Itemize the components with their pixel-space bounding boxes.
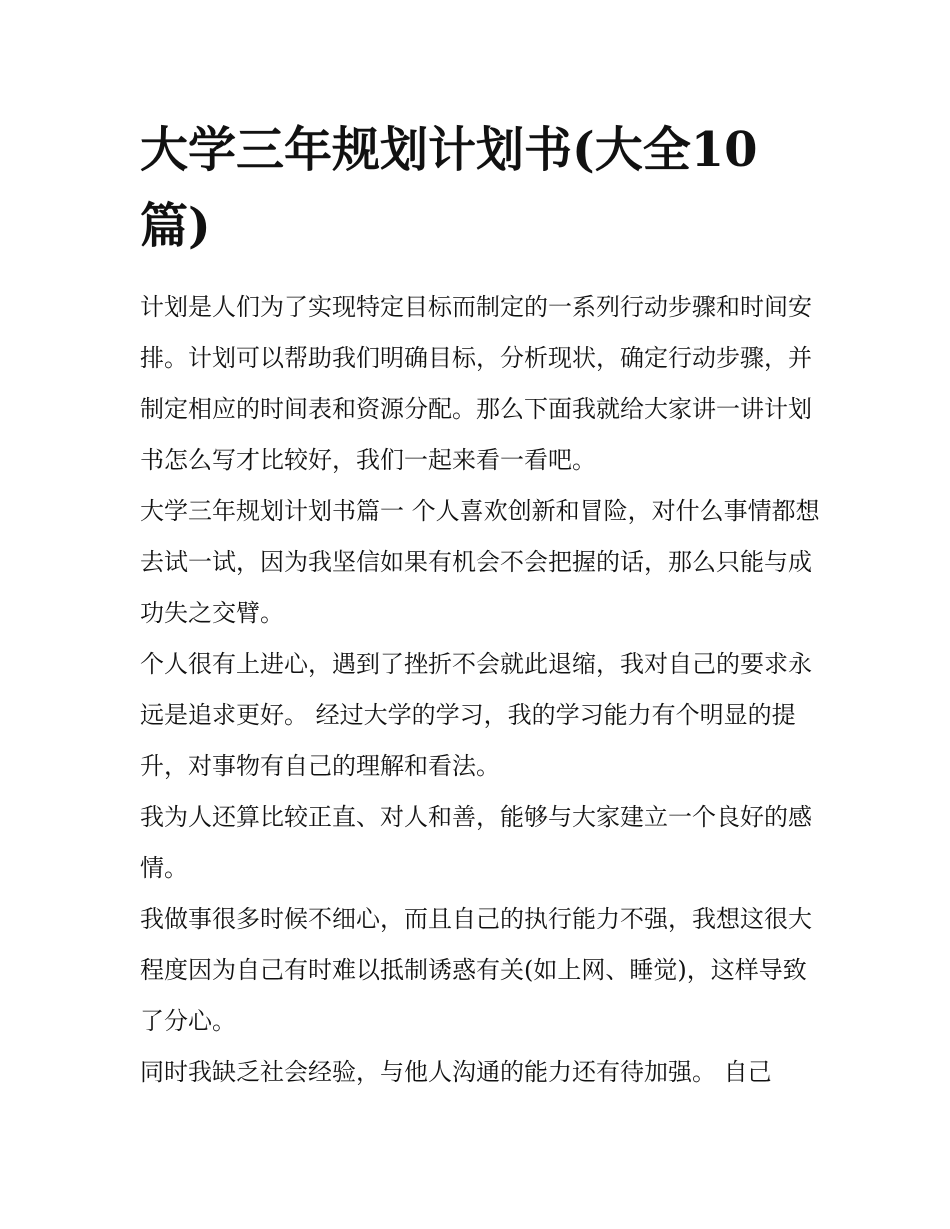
paragraph-4: 我做事很多时候不细心，而且自己的执行能力不强，我想这很大程度因为自己有时难以抵制诱惑有关(如上网、睡觉)，这样导致了分心。 bbox=[140, 905, 812, 1035]
paragraph-5: 同时我缺乏社会经验，与他人沟通的能力还有待加强。 自己 bbox=[140, 1058, 772, 1086]
paragraph-1: 大学三年规划计划书篇一 个人喜欢创新和冒险，对什么事情都想去试一试，因为我坚信如果有机会不会把握的话，那么只能与成功失之交臂。 bbox=[140, 497, 820, 627]
paragraph-3: 我为人还算比较正直、对人和善，能够与大家建立一个良好的感情。 bbox=[140, 803, 812, 882]
paragraph-2: 个人很有上进心，遇到了挫折不会就此退缩，我对自己的要求永远是追求更好。 经过大学的学习，我的学习能力有个明显的提升，对事物有自己的理解和看法。 bbox=[140, 650, 812, 780]
document-body bbox=[140, 112, 820, 1098]
document-title: 大学三年规划计划书(大全10篇) bbox=[140, 122, 758, 254]
paragraph-intro: 计划是人们为了实现特定目标而制定的一系列行动步骤和时间安排。计划可以帮助我们明确目标，分析现状，确定行动步骤，并制定相应的时间表和资源分配。那么下面我就给大家讲一讲计划书怎么写才比较好，我们一起来看一看吧。 bbox=[140, 293, 812, 474]
